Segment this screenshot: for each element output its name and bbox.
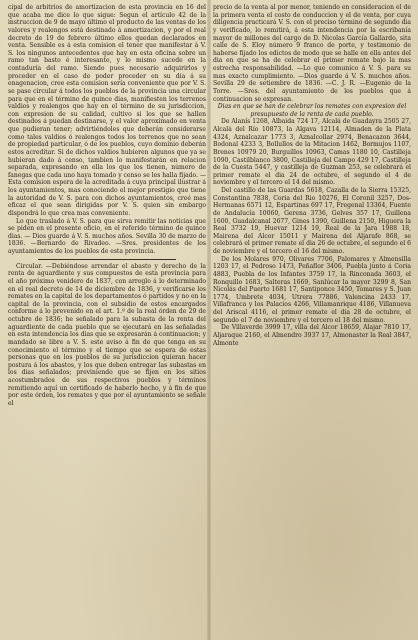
left-paragraph-2: Lo que traslado á V. S. para que sirva remitir las noticias que se piden en el presente oficio, en el referido término de quince dias. — Dios guarde á V. S. muchos años. Sevilla 30 de marzo de 1836. —Bernardo de Rivadeo. —Sres. presidentes de los ayuntamientos de los pueblos de esta provincia.: [8, 217, 206, 255]
column-gutter: [207, 0, 211, 640]
right-column: [213, 4, 411, 638]
section-divider: [38, 259, 176, 260]
right-paragraph-1: precio de la venta al por menor, teniendo en consideracion el de la primera venta el costo de conduccion y el de venta, por cuya diligencia practicará V. S. con el preciso término de segundo dia y verificado, lo remitirá, á esta intendencia por la escribanía mayor de millones del cargo de D. Nicolas García Gallardo, sita calle de S. Eloy número 9 franco de porte, y testimonio de haberse fijado los edictos de modo que se halle en ella antes del dia en que se ha de celebrar el primer remate bajo la mas estrecha responsabilidad. —Lo que comunico á V. S. para su mas exacto cumplimiento. —Dios guarde á V. S. muchos años. Sevilla 29 de setiembre de 1836. —C. J. R. —Eugenio de la Torre. —Sres. del ayuntamiento de los pueblos que á continuacion se expresan.: [213, 4, 411, 103]
right-paragraph-4: De los Molares 970, Olivares 7706, Palomares y Almensilla 1203 17, el Pedroso 1473, Peñaflor 3406, Puebla junto á Coria 4883, Puebla de los Infantes 3759 17, la Rinconada 3603, el Ronquillo 1683, Salteras 1669, Sanlúcar la mayor 3299 8, San Nicolás del Puerto 1681 17, Santiponce 3450, Tomares y S. Juan 1774, Umbrete 4034, Utrera 77886, Valencina 2433 17, Villafranca y los Palacios 4266, Villamanrique 4186, Villanueva del Ariscal 4116, el primer remate el dia 28 de octubre, el segundo el 7 de noviembre y el tercero el 18 del mismo.: [213, 255, 411, 324]
auction-schedule-heading: Dias en que se han de celebrar los remates con expresion del presupuesto de la renta de cada pueblo.: [217, 103, 407, 118]
right-paragraph-3: Del castillo de las Guardas 5618, Cazalla de la Sierra 15325, Constantina 7838, Coria del Rio 10276, El Coronil 3257, Dos-Hermanas 6571 12, Espartinas 697 17, Fregenal 13364, Fuente de Andalucía 10060, Gerena 3736, Gelves 357 17, Guillena 1600, Guadalcanal 2677, Gines 1390, Guillena 2150, Higuera la Real 3732 19, Huevar 1214 19, Real de la Jara 1988 18, Mairena del Alcor 15011 y Mairena del Aljarafe 868, se celebrará el primer remate el dia 26 de octubre, el segundo el 6 de noviembre y el tercero el 16 del mismo.: [213, 187, 411, 255]
left-column: [8, 4, 206, 638]
left-paragraph-1: cipal de arbitrios de amortizacion de esta provincia en 16 del que acaba me dice lo que sigue: Segun el artículo 42 de la instruccion de 9 de mayo último el producto de las ventas de los valores y realengos está destinado á amortizacion, y por el real decreto de 19 de febrero último ellos quedan declarados en venta. Sensible es á esta comision el tener que manifestar á V. S. los ningunos antecedentes que hay en esta oficina sobre un ramo tan basto é interesante, y lo mismo sucede en la contaduría del ramo. Siendo pues necesario adquirirlos y proceder en el caso de poder proceder en su dia á su enagenacion, cree esta comision sería conveniente que por V. S. se pase circular á todos los pueblos de la provincia una circular para que en el término de quince dias, manifiesten los terrenos valdios y realengos que hay en el término de su jurisdiccion, con expresion de su calidad, cultivo si los que se hallen destinados á puedan destinarse, y el valor aproximado en venta que pudieran tener; advirtiéndoles que deberán considerarse como tales valdios ó realengos todos los terrenos que no sean de propiedad particular, ó de los pueblos, cuyo dominio deberán estos acreditar. Si de dichos valdios hubieren algunos que ya se hubieran dado á censo, tambien lo manifestarán en relacion separada, expresando en ella los que los tienen, número de fanegas que cada uno haya tomado y censo se les halla fijado. —Esta comision espera de la acreditada á cuya principal ilustrar á los ayuntamientos, mas conociendo el mejor prestigio que tiene la autoridad de V. S. para con dichos ayuntamientos, creé mas eficaz el que sean dirigidas por V. S. quien sin embargo dispondrá lo que crea mas conveniente.: [8, 4, 206, 217]
right-paragraph-5: De Villaverde 3999 17, villa del Alcor 18659, Alajar 7810 17, Aljaraque 2160, el Almendro 3937 17, Almonaster la Real 3847, Almonte: [213, 324, 411, 347]
left-paragraph-3: Circular. —Debiéndose arrendar el abasto y derecho de la renta de aguardiente y sus compuestos de esta provincia para el año próximo venidero de 1837, con arreglo á lo determinado en el real decreto de 14 de diciembre de 1836, y verificarse los remates en la capital de los departamentos ó partidos y no en la capital de la provincia, con el subsidio de estos encargados conforme á lo prevenido en el art. 1.º de la real órden de 29 de octubre de 1836; he señalado para la subasta de la renta del aguardiente de cada pueblo que se ejecutará en las señaladas en esta intendencia los dias que se expresarán á continuacion; y mandado se libre a V. S. este aviso á fin de que tenga en su conocimiento el término y el tiempo que se espera de estas personas que en los pueblos de su jurisdiccion quieran hacer postura á los abastos, y los que deben entregar las subastas en los dias señalados; previniendo que se fijen en los sitios acostumbrados de sus respectivos pueblos y términos remitiendo aquí un certificado de haberlo hecho, y á fin de que por este órden, los remates y que por el ayuntamiento se señale el: [8, 262, 206, 407]
right-paragraph-2: De Alanís 1268, Albaida 724 17, Alcalá de Guadayra 2505 27, Alcalá del Río 10873, la Algava 12114, Almaden de la Plata 4324, Aznalcazar 1773 3, Aznalcollar 2974, Benacazon 3644, Bodonal 4233 3, Bollullos de la Mitacion 1462, Bormujos 1107, Brenes 10979 20, Burguillos 10963, Camas 1180 10, Castilleja 1090, Castilblanco 3800, Castilleja del Campo 429 17, Castilleja de la Cuesta 5447, y castilleja de Guzman 253, se celebrará el primer remate el dia 24 de octubre, el segundo el 4 de noviembre y el tercero el 14 del mismo.: [213, 118, 411, 187]
